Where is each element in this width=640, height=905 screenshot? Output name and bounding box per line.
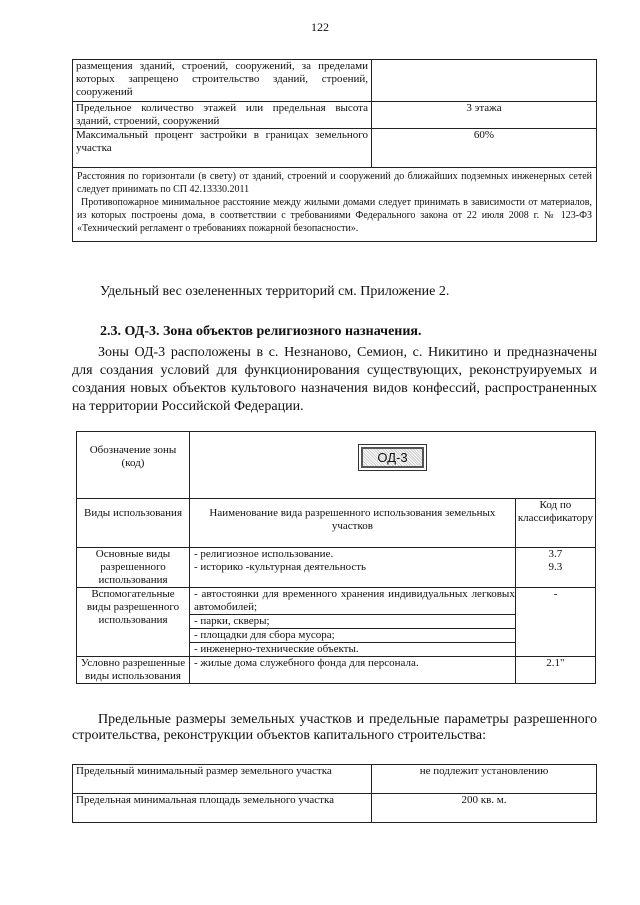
row-items xyxy=(190,548,516,588)
list-item: - автостоянки для временного хранения индивидуальных легковых автомобилей; xyxy=(190,588,515,615)
table-note xyxy=(73,168,597,242)
zone-description: Зоны ОД-3 расположены в с. Незнаново, Семион, с. Никитино и предназначены для создания условий для функционирования существующих, реконструируемых и создания новых объектов культового назначения видов конфессий, распространенных на территории Российской Федерации. xyxy=(72,345,597,414)
row-type: Основные виды разрешенного использования xyxy=(77,548,190,588)
limits-table xyxy=(72,764,597,823)
row-code: - xyxy=(515,588,595,657)
limits-intro: Предельные размеры земельных участков и предельные параметры разрешенного строительства, реконструкции объектов капитального строительства: xyxy=(72,712,597,743)
list-item: - историко -культурная деятельность xyxy=(194,561,367,573)
row-value: 200 кв. м. xyxy=(372,794,597,823)
row-code: 3.7 9.3 xyxy=(515,548,595,588)
row-label: Предельный минимальный размер земельного участка xyxy=(73,765,372,794)
zone-usage-table xyxy=(76,431,596,684)
row-value xyxy=(372,60,597,102)
zone-code-cell xyxy=(190,432,596,499)
row-type: Условно разрешенные виды использования xyxy=(77,657,190,684)
row-type: Вспомогательные виды разрешенного использования xyxy=(77,588,190,657)
row-code: 2.1" xyxy=(515,657,595,684)
row-value: 60% xyxy=(372,129,597,168)
header-code: Код по классификатору xyxy=(515,499,595,548)
row-items xyxy=(190,657,516,684)
list-item: - религиозное использование. xyxy=(194,548,334,560)
list-item: - парки, скверы; xyxy=(190,615,515,629)
parameters-table xyxy=(72,59,597,242)
row-label: Предельное количество этажей или предельная высота зданий, строений, сооружений xyxy=(73,102,372,129)
section-heading: 2.3. ОД-3. Зона объектов религиозного назначения. xyxy=(100,324,422,339)
note-fire-distance: Противопожарное минимальное расстояние между жилыми домами следует принимать в зависимости от материалов, из которых построены дома, в соответствии с требованиями Федерального закона от 22 июля 2008 г. № 123-ФЗ «Технический регламент о требованиях пожарной безопасности». xyxy=(77,197,592,234)
note-setback: Расстояния по горизонтали (в свету) от зданий, строений и сооружений до ближайших подземных инженерных сетей следует принимать по СП 42.13330.2011 xyxy=(77,171,592,195)
row-value: 3 этажа xyxy=(372,102,597,129)
row-items xyxy=(190,588,516,657)
row-label: Предельная минимальная площадь земельного участка xyxy=(73,794,372,823)
list-item: - площадки для сбора мусора; xyxy=(190,629,515,643)
header-usage-name: Наименование вида разрешенного использования земельных участков xyxy=(190,499,516,548)
row-value: не подлежит установлению xyxy=(372,765,597,794)
row-label: Максимальный процент застройки в границах земельного участка xyxy=(73,129,372,168)
zone-code-badge xyxy=(358,444,426,471)
header-usage-types: Виды использования xyxy=(77,499,190,548)
list-item: - инженерно-технические объекты. xyxy=(194,643,359,655)
green-area-text: Удельный вес озелененных территорий см. Приложение 2. xyxy=(100,284,450,299)
row-label: размещения зданий, строений, сооружений, за пределами которых запрещено строительство зданий, строений, сооружений xyxy=(73,60,372,102)
page-number: 122 xyxy=(311,20,329,34)
zone-code: ОД-3 xyxy=(361,447,423,468)
list-item: - жилые дома служебного фонда для персонала. xyxy=(194,657,419,669)
zone-label: Обозначение зоны (код) xyxy=(77,432,190,499)
